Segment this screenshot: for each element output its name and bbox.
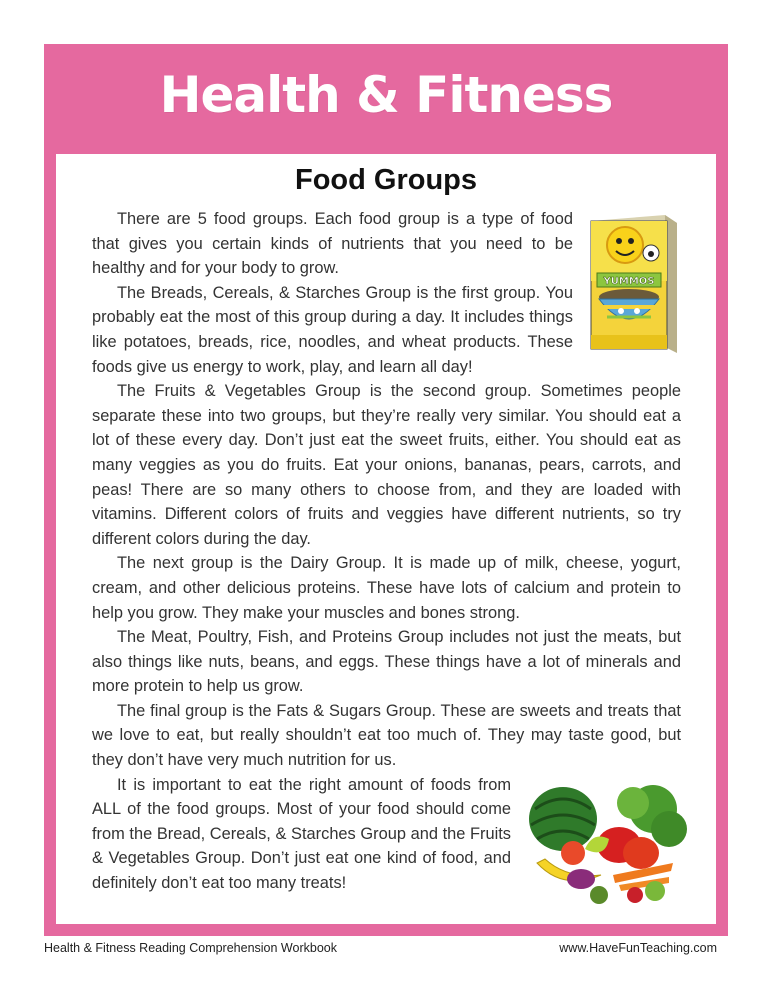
cereal-box-label: YUMMOS <box>603 276 655 287</box>
article-body <box>92 207 681 907</box>
cereal-box-icon <box>585 211 681 357</box>
fruits-vegetables-icon <box>523 779 689 907</box>
paragraph-2: The Breads, Cereals, & Starches Group is the first group. You probably eat the most of this group during a day. It includes things like potatoes, breads, rice, noodles, and wheat products. These foods give us energy to work, play, and learn all day! <box>92 283 573 376</box>
article-heading: Food Groups <box>294 164 478 196</box>
paragraph-1: There are 5 food groups. Each food group is a type of food that gives you certain kinds of nutrients that you need to be healthy and for your body to grow. <box>92 210 573 278</box>
banner-title: Health & Fitness <box>159 66 613 124</box>
paragraph-7: It is important to eat the right amount of foods from ALL of the food groups. Most of your food should come from the Bread, Cereals, & Starches Group and the Fruits & Vegetables Group. Don’t just eat one kind of food, and definitely don’t eat too many treats! <box>92 775 511 893</box>
content-panel <box>56 154 716 924</box>
paragraph-4: The next group is the Dairy Group. It is made up of milk, cheese, yogurt, cream, and other delicious proteins. These have lots of calcium and protein to help you grow. They make your muscles and bones strong. <box>92 554 681 622</box>
paragraph-3: The Fruits & Vegetables Group is the second group. Sometimes people separate these into two groups, but they’re really very similar. You should eat a lot of these every day. Don’t just eat the sweet fruits, either. You should eat as many veggies as you do fruits. Eat your onions, bananas, pears, carrots, and peas! There are so many others to choose from, and they are loaded with vitamins. Different colors of fruits and veggies have different nutrients, so try different colors during the day. <box>92 382 681 548</box>
paragraph-6: The final group is the Fats & Sugars Group. These are sweets and treats that we love to eat, but really shouldn’t eat too much of. They may taste good, but they don’t have very much nutrition for us. <box>92 701 681 770</box>
page-frame <box>44 44 728 936</box>
paragraph-5: The Meat, Poultry, Fish, and Proteins Group includes not just the meats, but also things like nuts, beans, and eggs. These things have a lot of minerals and more protein to help us grow. <box>92 628 681 696</box>
footer-website-link[interactable]: www.HaveFunTeaching.com <box>559 941 717 955</box>
footer-workbook-title: Health & Fitness Reading Comprehension Workbook <box>44 941 337 955</box>
